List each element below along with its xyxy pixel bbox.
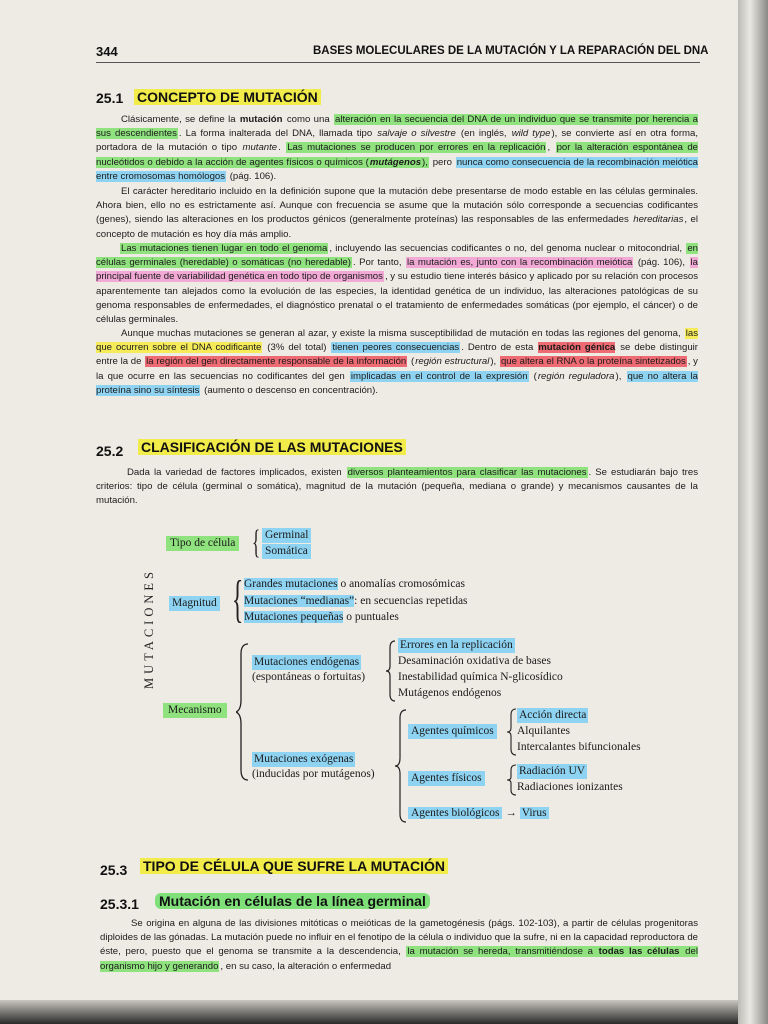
text: . <box>278 142 286 154</box>
paragraph <box>96 242 698 327</box>
highlight: diversos planteamientos para clasificar las mutaciones <box>347 467 587 478</box>
text: . Dentro de esta <box>461 342 538 354</box>
text: o puntuales <box>343 611 399 623</box>
text: Aunque muchas mutaciones se generan al azar, y existe la misma susceptibilidad de mutación en todas las regiones del genoma, <box>121 328 684 339</box>
text: ), se convierte así en otra forma, portadora de la mutación o tipo <box>96 128 699 154</box>
term: región estructural <box>415 356 490 368</box>
text: . Se estudiarán bajo tres criterios: tipo de célula (germinal o somática), magnitud de la mutación (pequeña, mediana o grande) y mecanismos causantes de la mutación. <box>96 467 699 507</box>
diagram-mutagenos-endogenos: Mutágenos endógenos <box>398 687 502 699</box>
section-number: 25.1 <box>96 90 124 106</box>
diagram-desaminacion: Desaminación oxidativa de bases <box>398 655 551 667</box>
text: . La forma inalterada del DNA, llamada tipo <box>178 128 377 140</box>
text: como una <box>283 114 334 125</box>
highlight: que no altera la proteína sino su síntesis <box>96 370 698 396</box>
term: wild type <box>511 128 551 140</box>
diagram-pequenas <box>244 610 399 625</box>
subsection-title: Mutación en células de la línea germinal <box>155 893 430 909</box>
diagram-intercalantes: Intercalantes bifuncionales <box>517 741 641 753</box>
highlight: Grandes mutaciones <box>244 578 338 590</box>
highlight: nunca como consecuencia de la recombinación meiótica entre cromosomas homólogos <box>96 156 698 182</box>
section-title: TIPO DE CÉLULA QUE SUFRE LA MUTACIÓN <box>140 858 448 874</box>
term: todas las células <box>598 946 680 958</box>
brace-icon <box>385 640 397 702</box>
text: (pág. 106), <box>634 257 689 269</box>
term: mutágenos <box>369 156 422 168</box>
page-number: 344 <box>96 44 118 59</box>
highlight: la región del gen directamente responsable de la información <box>146 356 407 368</box>
highlight: Las mutaciones tienen lugar en todo el genoma <box>121 243 328 254</box>
text: : en secuencias repetidas <box>354 595 468 607</box>
text: ), <box>615 370 626 382</box>
diagram-exogenas: Mutaciones exógenas <box>254 753 354 765</box>
diagram-grandes <box>244 577 465 592</box>
diagram-accion-directa: Acción directa <box>519 709 587 721</box>
diagram-vertical-label: MUTACIONES <box>142 568 156 689</box>
diagram-errores: Errores en la replicación <box>400 639 513 651</box>
brace-icon <box>394 708 408 824</box>
text: . Por tanto, <box>352 257 405 269</box>
text: ( <box>529 370 537 382</box>
diagram-magnitud: Magnitud <box>169 596 220 611</box>
paragraph <box>96 185 698 242</box>
paragraph <box>96 466 698 509</box>
term: hereditarias <box>633 214 684 226</box>
text: se debe distinguir entre la de <box>96 342 699 368</box>
term: mutación <box>239 114 283 125</box>
diagram-germinal: Germinal <box>262 528 311 543</box>
text: , <box>547 142 555 154</box>
highlight: ), <box>422 156 428 168</box>
text: o anomalías cromosómicas <box>337 578 466 590</box>
diagram-radiaciones-ionizantes: Radiaciones ionizantes <box>517 781 623 793</box>
diagram-somatica: Somática <box>262 544 311 559</box>
highlight: implicadas en el control de la expresión <box>350 370 528 382</box>
term: región reguladora <box>537 370 615 382</box>
text: ( <box>408 356 415 368</box>
highlight: Mutaciones pequeñas <box>244 611 344 623</box>
text: , y la que ocurre en las secuencias no codificantes del gen <box>96 356 698 382</box>
text: El carácter hereditario incluido en la definición supone que la mutación debe presentarse de modo estable en las células germinales. Ahora bien, ello no es estrictamente así. Aunque con frecuencia se asume que la mutación sólo corresponde a secuencias codificantes (genes), siendo las alteraciones en los productos génicos (generalmente proteínas) las responsables de las enfermedades <box>96 186 698 226</box>
diagram-endogenas: Mutaciones endógenas <box>254 656 360 668</box>
paragraph <box>96 113 698 184</box>
book-page-edge <box>738 0 768 1024</box>
diagram-biologicos: Agentes biológicos <box>408 807 502 819</box>
brace-icon: { <box>252 524 261 561</box>
text: , el concepto de mutación es hoy día más amplio. <box>96 214 698 240</box>
section-title: CONCEPTO DE MUTACIÓN <box>134 89 321 105</box>
diagram-exogenas-sub: (inducidas por mutágenos) <box>252 768 375 780</box>
section-title: CLASIFICACIÓN DE LAS MUTACIONES <box>138 439 406 455</box>
diagram-alquilantes: Alquilantes <box>517 725 571 737</box>
highlight: en células germinales (heredable) o somáticas (no heredable) <box>96 243 698 269</box>
text: (aumento o descenso en concentración). <box>201 384 378 396</box>
highlight: del organismo hijo y generando <box>100 946 698 972</box>
brace-icon <box>236 642 252 782</box>
diagram-fisicos: Agentes físicos <box>408 771 485 786</box>
paragraph <box>96 327 698 398</box>
text: Se origina en alguna de las divisiones mitóticas o meióticas de la gametogénesis (págs. 102-103), a partir de células progenitoras diploides de las gónadas. La mutación puede no influir en el fenotipo de la célula o individuo que la sufre, ni en la capacidad reproductora de éste, pero, puesto que el genoma se transmite a la descendencia, <box>100 918 698 958</box>
highlight: la mutación se hereda, transmitiéndose a <box>407 946 598 958</box>
running-title: BASES MOLECULARES DE LA MUTACIÓN Y LA REPARACIÓN DEL DNA <box>313 45 709 57</box>
text: , y su estudio tiene interés básico y aplicado por su relación con procesos aparentemente tan alejados como la evolución de las especies, la identidad genética de un individuo, las alteraciones patológicas de su genoma responsables de enfermedades, el diagnóstico prenatal o el tratamiento de enfermedades somáticas (por ejemplo, el cáncer) o de células germinales. <box>96 271 699 326</box>
diagram-radiacion-uv: Radiación UV <box>519 765 586 777</box>
highlight: la mutación es, junto con la recombinación meiótica <box>406 257 633 269</box>
diagram-biologicos-row <box>408 806 549 821</box>
text: Dada la variedad de factores implicados, existen <box>127 467 346 478</box>
arrow-right-icon: → <box>505 807 517 819</box>
diagram-endogenas-sub: (espontáneas o fortuitas) <box>252 671 366 683</box>
paragraph <box>100 917 698 974</box>
brace-icon: { <box>232 571 244 628</box>
diagram-virus: Virus <box>521 807 547 819</box>
term: salvaje o silvestre <box>377 128 456 140</box>
highlight: Las mutaciones se producen por errores en la replicación <box>287 142 546 154</box>
diagram-tipo-celula: Tipo de célula <box>166 536 239 551</box>
text: (3% del total) <box>263 342 331 354</box>
diagram-inestabilidad: Inestabilidad química N-glicosídico <box>398 671 563 683</box>
header-rule <box>96 62 700 63</box>
text: , en su caso, la alteración o enfermedad <box>220 960 392 972</box>
book-bottom-edge <box>0 1000 738 1024</box>
text: (en inglés, <box>456 128 511 140</box>
highlight: las que ocurren sobre el DNA codificante <box>96 328 698 354</box>
text: , incluyendo las secuencias codificantes o no, del genoma nuclear o mitocondrial, <box>329 243 686 254</box>
term: mutante <box>242 142 278 154</box>
text: Clásicamente, se define la <box>121 114 239 125</box>
diagram-quimicos: Agentes químicos <box>408 724 497 739</box>
term: mutación génica <box>538 342 616 354</box>
highlight: alteración en la secuencia del DNA de un individuo que se transmite por herencia a sus descendientes <box>96 114 698 140</box>
subsection-number: 25.3.1 <box>100 896 139 912</box>
text: pero <box>429 156 455 168</box>
highlight: tienen peores consecuencias <box>332 342 460 354</box>
section-number: 25.2 <box>96 443 124 459</box>
text: (pág. 106). <box>227 170 277 182</box>
highlight: Mutaciones “medianas” <box>244 595 355 607</box>
highlight: por la alteración espontánea de nucleótidos o debido a la acción de agentes físicos o químicos ( <box>96 142 698 168</box>
diagram-mecanismo: Mecanismo <box>163 703 227 718</box>
section-number: 25.3 <box>100 862 128 878</box>
text: ), <box>490 356 499 368</box>
highlight: que altera el RNA o la proteína sintetizados <box>500 356 686 368</box>
highlight: la principal fuente de variabilidad genética en todo tipo de organismos <box>96 257 698 283</box>
diagram-medianas <box>244 594 468 609</box>
